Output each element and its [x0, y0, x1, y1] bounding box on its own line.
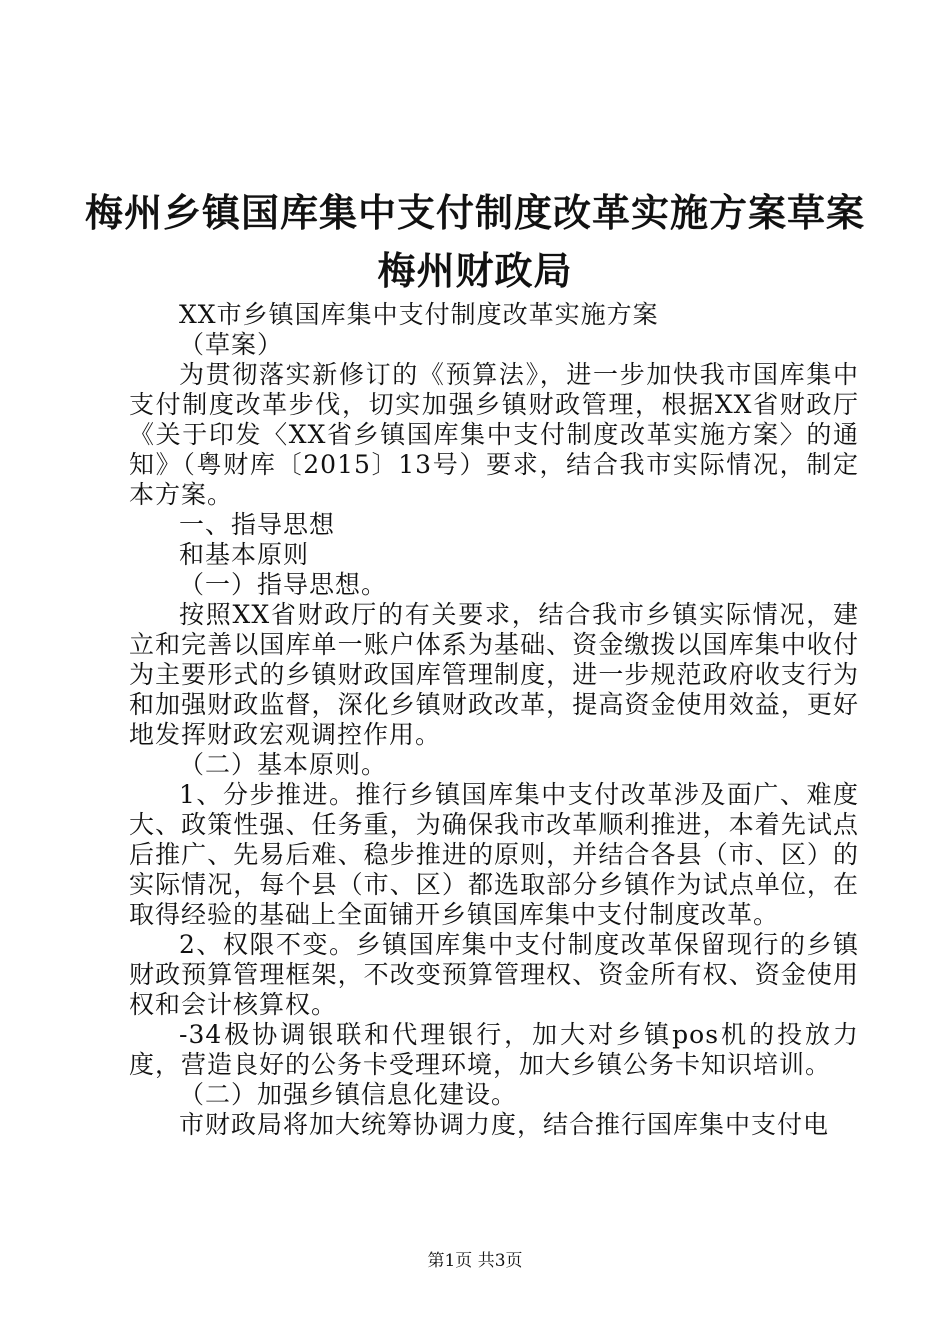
paragraph-pos: -34极协调银联和代理银行，加大对乡镇pos机的投放力度，营造良好的公务卡受理环境，加大乡镇公务卡知识培训。 — [129, 1020, 859, 1079]
subheading-basic-principles: （二）基本原则。 — [179, 750, 388, 779]
page-footer: 第1页 共3页 — [427, 1251, 523, 1271]
paragraph-intro: 为贯彻落实新修订的《预算法》，进一步加快我市国库集中支付制度改革步伐，切实加强乡镇财政管理，根据XX省财政厅《关于印发〈XX省乡镇国库集中支付制度改革实施方案〉的通知》（粤财库〔2015〕13号）要求，结合我市实际情况，制定本方案。 — [129, 360, 859, 509]
paragraph-draft-label: （草案） — [179, 330, 284, 359]
paragraph-informatization: 市财政局将加大统筹协调力度，结合推行国库集中支付电 — [179, 1110, 830, 1139]
heading-basic-principles: 和基本原则 — [179, 540, 310, 569]
document-title: 梅州乡镇国库集中支付制度改革实施方案草案 — [84, 190, 865, 235]
document-subtitle: 梅州财政局 — [377, 248, 573, 293]
subheading-informatization: （二）加强乡镇信息化建设。 — [179, 1080, 518, 1109]
paragraph-doc-name: XX市乡镇国库集中支付制度改革实施方案 — [179, 300, 659, 329]
paragraph-guiding-thought: 按照XX省财政厅的有关要求，结合我市乡镇实际情况，建立和完善以国库单一账户体系为基础、资金缴拨以国库集中收付为主要形式的乡镇财政国库管理制度，进一步规范政府收支行为和加强财政监督，深化乡镇财政改革，提高资金使用效益，更好地发挥财政宏观调控作用。 — [129, 600, 859, 749]
document-body — [129, 300, 859, 1140]
heading-guiding-thought: 一、指导思想 — [179, 510, 336, 539]
paragraph-principle-2: 2、权限不变。乡镇国库集中支付制度改革保留现行的乡镇财政预算管理框架，不改变预算管理权、资金所有权、资金使用权和会计核算权。 — [129, 930, 859, 1019]
subheading-guiding-thought: （一）指导思想。 — [179, 570, 388, 599]
paragraph-principle-1: 1、分步推进。推行乡镇国库集中支付改革涉及面广、难度大、政策性强、任务重，为确保我市改革顺利推进，本着先试点后推广、先易后难、稳步推进的原则，并结合各县（市、区）的实际情况，每个县（市、区）都选取部分乡镇作为试点单位，在取得经验的基础上全面铺开乡镇国库集中支付制度改革。 — [129, 780, 859, 929]
